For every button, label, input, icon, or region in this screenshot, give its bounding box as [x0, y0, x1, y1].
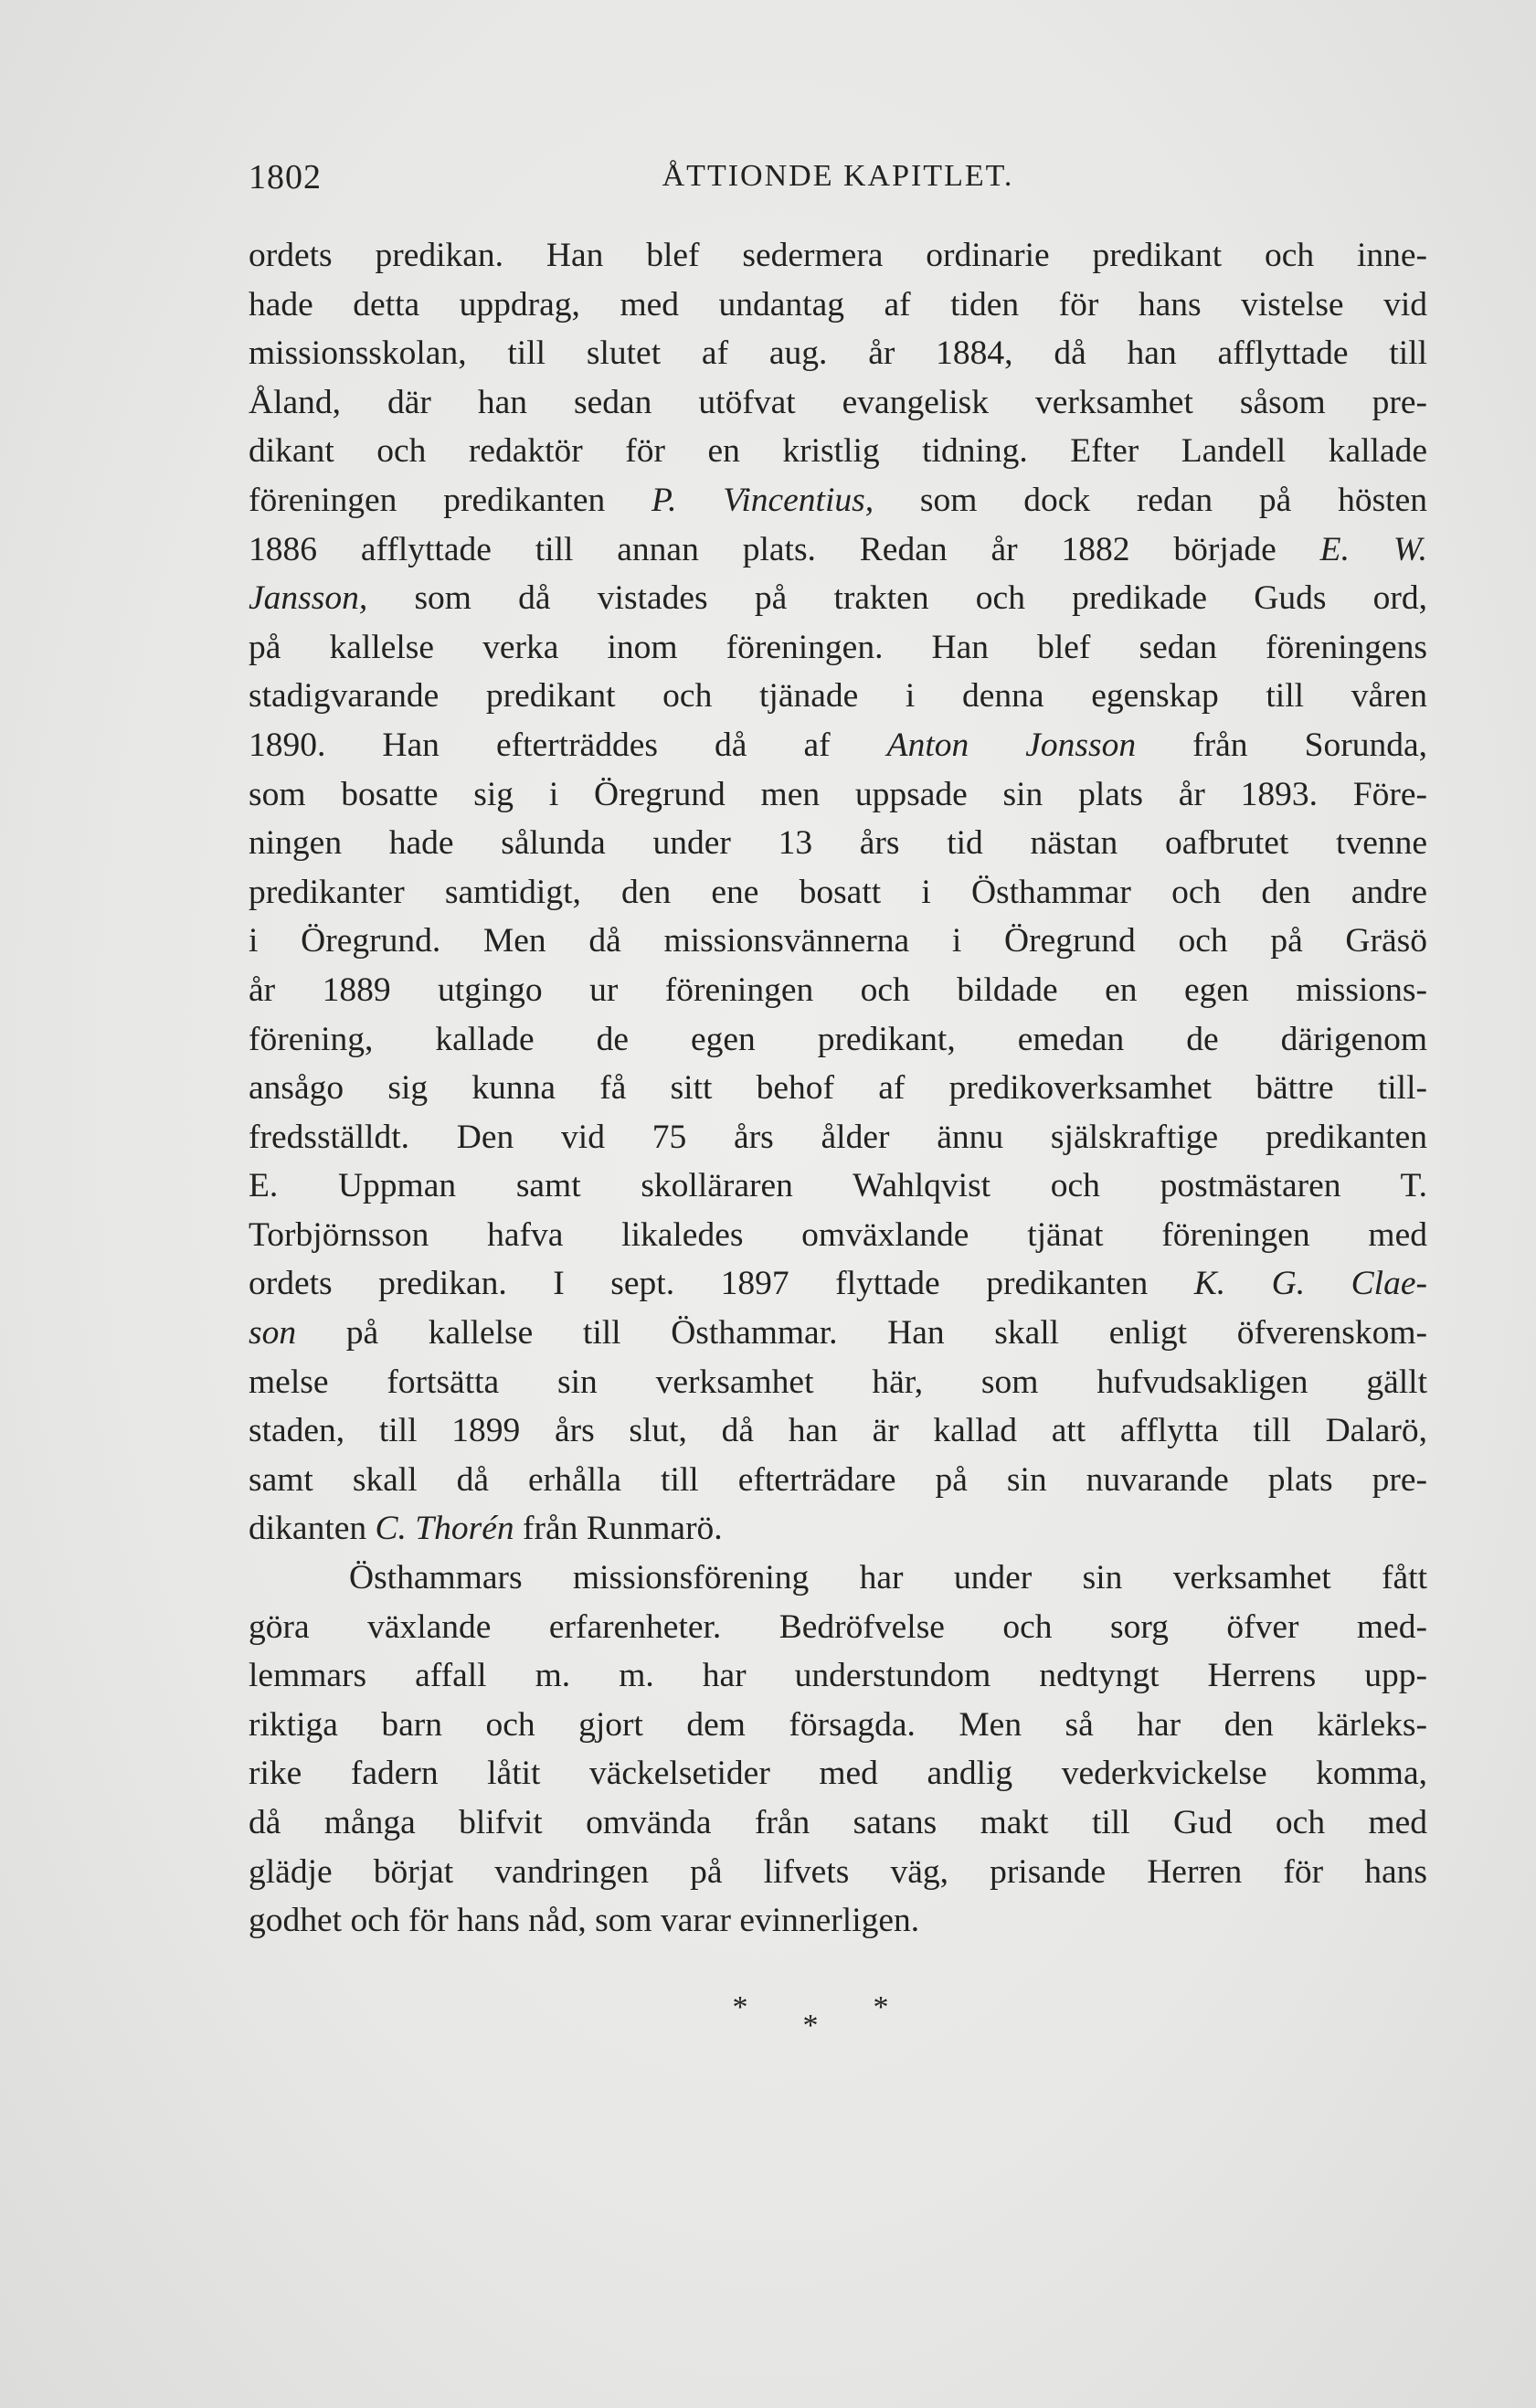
- asterisk: *: [873, 1990, 944, 2024]
- italic-name: Anton Jonsson: [886, 726, 1137, 764]
- text-line: [249, 1309, 1427, 1358]
- text-line: [249, 1358, 1427, 1407]
- text-line: [249, 623, 1427, 673]
- text-line: [249, 1848, 1427, 1897]
- text-run: från Sorunda,: [1136, 726, 1427, 764]
- text-run: förening, kallade de egen predikant, emedan de därigenom: [249, 1020, 1427, 1058]
- text-line: [249, 1456, 1427, 1505]
- text-run: som bosatte sig i Öregrund men uppsade sin plats år 1893. Före-: [249, 775, 1427, 813]
- text-run: som dock redan på hösten: [874, 481, 1427, 519]
- text-line: [249, 1162, 1427, 1211]
- text-run: samt skall då erhålla till efterträdare på sin nuvarande plats pre-: [249, 1460, 1427, 1499]
- text-run: fredsställdt. Den vid 75 års ålder ännu själskraftige predikanten: [249, 1118, 1427, 1156]
- text-run: godhet och för hans nåd, som varar evinnerligen.: [249, 1902, 920, 1940]
- text-run: 1890. Han efterträddes då af: [249, 726, 887, 764]
- text-line: [249, 1064, 1427, 1113]
- text-run: i Öregrund. Men då missionsvännerna i Öregrund och på Gräsö: [249, 922, 1427, 960]
- paragraph: [249, 1554, 1427, 1946]
- text-run: på kallelse till Östhammar. Han skall enligt öfverenskom-: [296, 1314, 1427, 1353]
- text-line: [249, 672, 1427, 721]
- text-line: [249, 1406, 1427, 1456]
- text-line: [249, 1211, 1427, 1260]
- text-line: [249, 378, 1427, 428]
- text-run: E. Uppman samt skolläraren Wahlqvist och postmästaren T.: [249, 1167, 1427, 1205]
- asterisk: *: [732, 1990, 803, 2024]
- text-line: [249, 329, 1427, 378]
- text-run: från Runmarö.: [514, 1510, 723, 1548]
- paragraph: [249, 231, 1427, 1554]
- text-line: [249, 770, 1427, 820]
- text-run: riktiga barn och gjort dem försagda. Men så har den kärleks-: [249, 1705, 1427, 1744]
- text-line: [249, 1798, 1427, 1848]
- text-run: stadigvarande predikant och tjänade i denna egenskap till våren: [249, 677, 1427, 716]
- text-line: [249, 1701, 1427, 1750]
- text-line: [249, 966, 1427, 1015]
- page-number: 1802: [249, 158, 322, 196]
- text-line: [249, 1896, 1427, 1946]
- text-line: [249, 281, 1427, 330]
- text-line: [249, 1749, 1427, 1798]
- text-run: glädje börjat vandringen på lifvets väg, prisande Herren för hans: [249, 1852, 1427, 1891]
- text-line: [249, 1554, 1427, 1603]
- text-run: föreningen predikanten: [249, 481, 651, 519]
- text-line: [249, 525, 1427, 575]
- text-line: [249, 1603, 1427, 1652]
- italic-name: C. Thorén: [375, 1510, 514, 1548]
- text-run: på kallelse verka inom föreningen. Han blef sedan föreningens: [249, 628, 1427, 666]
- text-run: 1886 afflyttade till annan plats. Redan år 1882 började: [249, 530, 1320, 568]
- text-line: [249, 917, 1427, 966]
- text-run: Åland, där han sedan utöfvat evangelisk verksamhet såsom pre-: [249, 383, 1427, 421]
- text-line: [249, 574, 1427, 623]
- text-run: Östhammars missionsförening har under sin verksamhet fått: [349, 1559, 1427, 1597]
- text-line: [249, 1504, 1427, 1554]
- body-text: [249, 231, 1427, 1946]
- text-run: som då vistades på trakten och predikade Guds ord,: [367, 579, 1427, 618]
- text-line: [249, 721, 1427, 770]
- text-line: [249, 868, 1427, 918]
- text-run: staden, till 1899 års slut, då han är kallad att afflytta till Dalarö,: [249, 1412, 1427, 1450]
- text-run: ordets predikan. Han blef sedermera ordinarie predikant och inne-: [249, 237, 1427, 274]
- text-line: [249, 231, 1427, 281]
- text-run: ordets predikan. I sept. 1897 flyttade predikanten: [249, 1265, 1194, 1303]
- text-line: [249, 1015, 1427, 1065]
- section-separator: [249, 1990, 1427, 2042]
- text-run: år 1889 utgingo ur föreningen och bildade en egen missions-: [249, 971, 1427, 1009]
- page-header: [249, 157, 1427, 212]
- italic-name: son: [249, 1314, 297, 1353]
- text-line: [249, 819, 1427, 868]
- text-run: dikanten: [249, 1510, 376, 1548]
- text-run: melse fortsätta sin verksamhet här, som hufvudsakligen gällt: [249, 1363, 1427, 1401]
- text-run: då många blifvit omvända från satans makt till Gud och med: [249, 1804, 1427, 1841]
- italic-name: P. Vincentius,: [651, 481, 874, 519]
- text-line: [249, 476, 1427, 525]
- text-line: [249, 1259, 1427, 1309]
- text-line: [249, 1651, 1427, 1701]
- italic-name: K. G. Clae-: [1193, 1265, 1427, 1303]
- text-run: rike fadern låtit väckelsetider med andlig vederkvickelse komma,: [249, 1755, 1427, 1793]
- italic-name: Jansson,: [249, 579, 368, 618]
- text-line: [249, 1113, 1427, 1162]
- text-run: predikanter samtidigt, den ene bosatt i Östhammar och den andre: [249, 873, 1427, 911]
- text-run: ansågo sig kunna få sitt behof af predikoverksamhet bättre till-: [249, 1069, 1427, 1108]
- text-run: missionsskolan, till slutet af aug. år 1884, då han afflyttade till: [249, 334, 1427, 373]
- asterisk: *: [802, 2009, 874, 2042]
- text-run: hade detta uppdrag, med undantag af tiden för hans vistelse vid: [249, 285, 1427, 324]
- text-line: [249, 427, 1427, 476]
- text-run: Torbjörnsson hafva likaledes omväxlande tjänat föreningen med: [249, 1215, 1427, 1254]
- italic-name: E. W.: [1319, 530, 1428, 568]
- text-run: göra växlande erfarenheter. Bedröfvelse och sorg öfver med-: [249, 1607, 1427, 1646]
- text-run: ningen hade sålunda under 13 års tid nästan oafbrutet tvenne: [249, 824, 1427, 863]
- text-run: dikant och redaktör för en kristlig tidning. Efter Landell kallade: [249, 432, 1427, 471]
- running-head: ÅTTIONDE KAPITLET.: [662, 159, 1014, 193]
- text-run: lemmars affall m. m. har understundom nedtyngt Herrens upp-: [249, 1657, 1427, 1695]
